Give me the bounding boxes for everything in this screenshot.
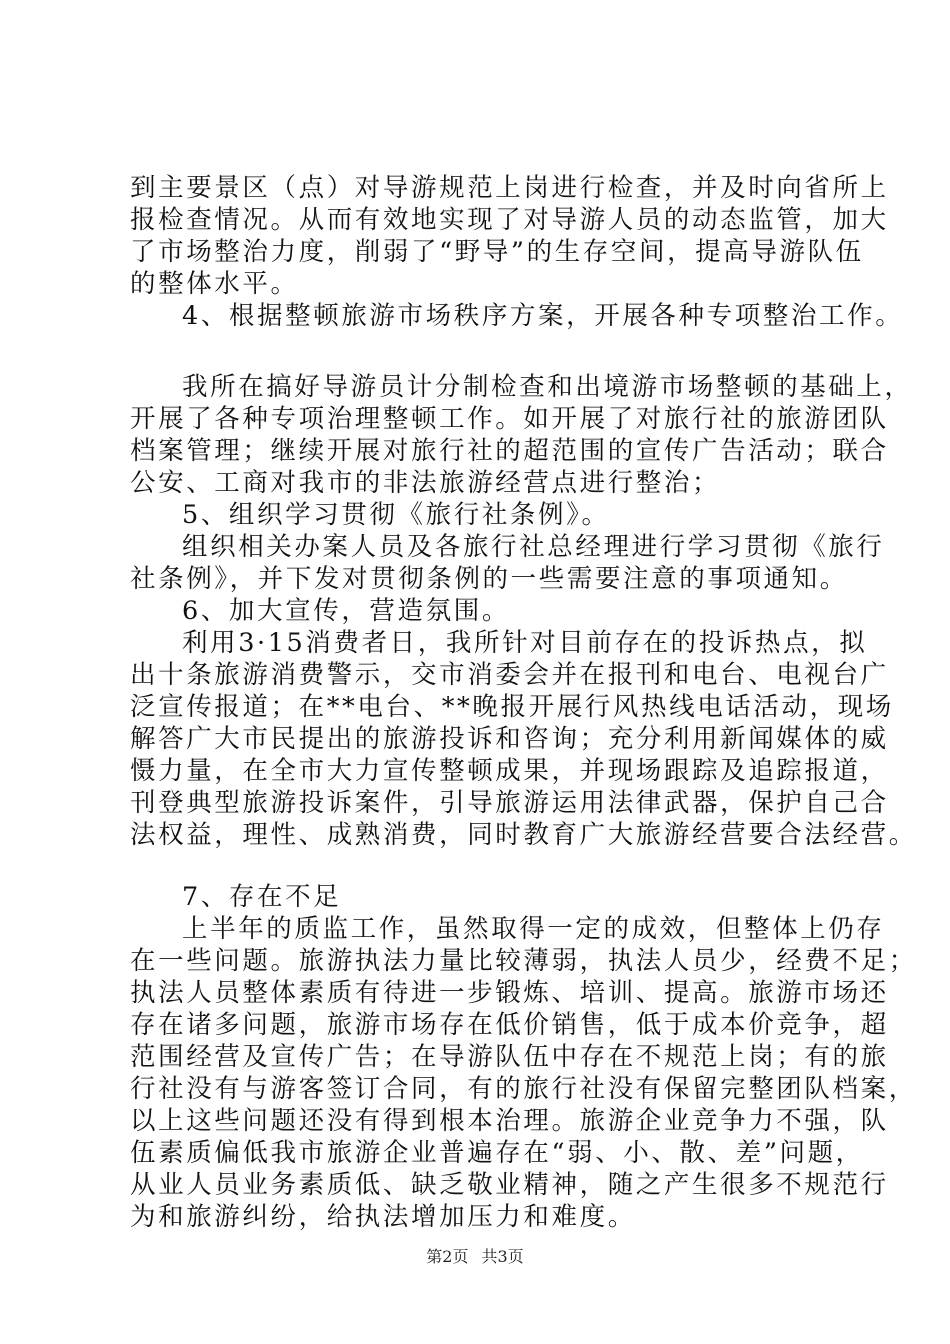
paragraph-line: 执法人员整体素质有待进一步锻炼、培训、提高。旅游市场还 bbox=[130, 978, 889, 1008]
paragraph-line: 到主要景区（点）对导游规范上岗进行检查，并及时向省所上 bbox=[130, 173, 889, 203]
page-total: 共3页 bbox=[481, 1247, 524, 1266]
paragraph-gap bbox=[130, 332, 830, 371]
paragraph-line: 我所在搞好导游员计分制检查和出境游市场整顿的基础上， bbox=[182, 372, 913, 402]
paragraph-line: 开展了各种专项治理整顿工作。如开展了对旅行社的旅游团队 bbox=[130, 404, 889, 434]
paragraph-line: 从业人员业务素质低、缺乏敬业精神，随之产生很多不规范行 bbox=[130, 1170, 889, 1200]
page-footer bbox=[0, 1246, 950, 1268]
paragraph bbox=[130, 627, 917, 851]
page-number: 第2页 bbox=[426, 1247, 469, 1266]
paragraph-line: 解答广大市民提出的旅游投诉和咨询；充分利用新闻媒体的威 bbox=[130, 724, 889, 754]
document-body bbox=[130, 172, 917, 1233]
paragraph-line: 组织相关办案人员及各旅行社总经理进行学习贯彻《旅行 bbox=[182, 532, 885, 562]
paragraph-line: 存在诸多问题，旅游市场存在低价销售，低于成本价竞争，超 bbox=[130, 1010, 889, 1040]
paragraph bbox=[130, 172, 889, 300]
section-heading bbox=[130, 595, 830, 627]
paragraph-line: 了市场整治力度，削弱了“野导”的生存空间，提高导游队伍 bbox=[130, 237, 864, 267]
section-heading bbox=[130, 499, 830, 531]
paragraph-line: 慑力量，在全市大力宣传整顿成果，并现场跟踪及追踪报道， bbox=[130, 756, 889, 786]
paragraph bbox=[130, 371, 913, 499]
paragraph-line: 以上这些问题还没有得到根本治理。旅游企业竞争力不强，队 bbox=[130, 1106, 889, 1136]
heading-line: 4、根据整顿旅游市场秩序方案，开展各种专项整治工作。 bbox=[182, 301, 904, 331]
paragraph-line: 伍素质偏低我市旅游企业普遍存在“弱、小、散、差”问题， bbox=[130, 1138, 864, 1168]
section-heading bbox=[130, 300, 904, 332]
paragraph-line: 行社没有与游客签订合同，有的旅行社没有保留完整团队档案， bbox=[130, 1074, 917, 1104]
paragraph-line: 法权益，理性、成熟消费，同时教育广大旅游经营要合法经营。 bbox=[130, 820, 917, 850]
section-heading bbox=[130, 881, 830, 913]
paragraph-line: 刊登典型旅游投诉案件，引导旅游运用法律武器，保护自己合 bbox=[130, 788, 889, 818]
paragraph-line: 范围经营及宣传广告；在导游队伍中存在不规范上岗；有的旅 bbox=[130, 1042, 889, 1072]
heading-line: 7、存在不足 bbox=[182, 882, 342, 912]
paragraph-line: 的整体水平。 bbox=[130, 269, 299, 299]
paragraph-line: 为和旅游纠纷，给执法增加压力和难度。 bbox=[130, 1202, 636, 1232]
paragraph-line: 报检查情况。从而有效地实现了对导游人员的动态监管，加大 bbox=[130, 205, 889, 235]
paragraph bbox=[130, 913, 917, 1233]
paragraph-line: 泛宣传报道；在**电台、**晚报开展行风热线电话活动，现场 bbox=[130, 692, 894, 722]
paragraph-line: 在一些问题。旅游执法力量比较薄弱，执法人员少，经费不足； bbox=[130, 946, 917, 976]
paragraph-line: 上半年的质监工作，虽然取得一定的成效，但整体上仍存 bbox=[182, 914, 885, 944]
paragraph-line: 利用3·15消费者日，我所针对目前存在的投诉热点，拟 bbox=[182, 628, 868, 658]
paragraph-line: 出十条旅游消费警示，交市消委会并在报刊和电台、电视台广 bbox=[130, 660, 889, 690]
paragraph bbox=[130, 531, 885, 595]
paragraph-line: 公安、工商对我市的非法旅游经营点进行整治； bbox=[130, 468, 721, 498]
paragraph-line: 社条例》，并下发对贯彻条例的一些需要注意的事项通知。 bbox=[130, 564, 848, 594]
paragraph-line: 档案管理；继续开展对旅行社的超范围的宣传广告活动；联合 bbox=[130, 436, 889, 466]
paragraph-gap bbox=[130, 851, 830, 881]
heading-line: 6、加大宣传，营造氛围。 bbox=[182, 596, 510, 626]
heading-line: 5、组织学习贯彻《旅行社条例》。 bbox=[182, 500, 610, 530]
